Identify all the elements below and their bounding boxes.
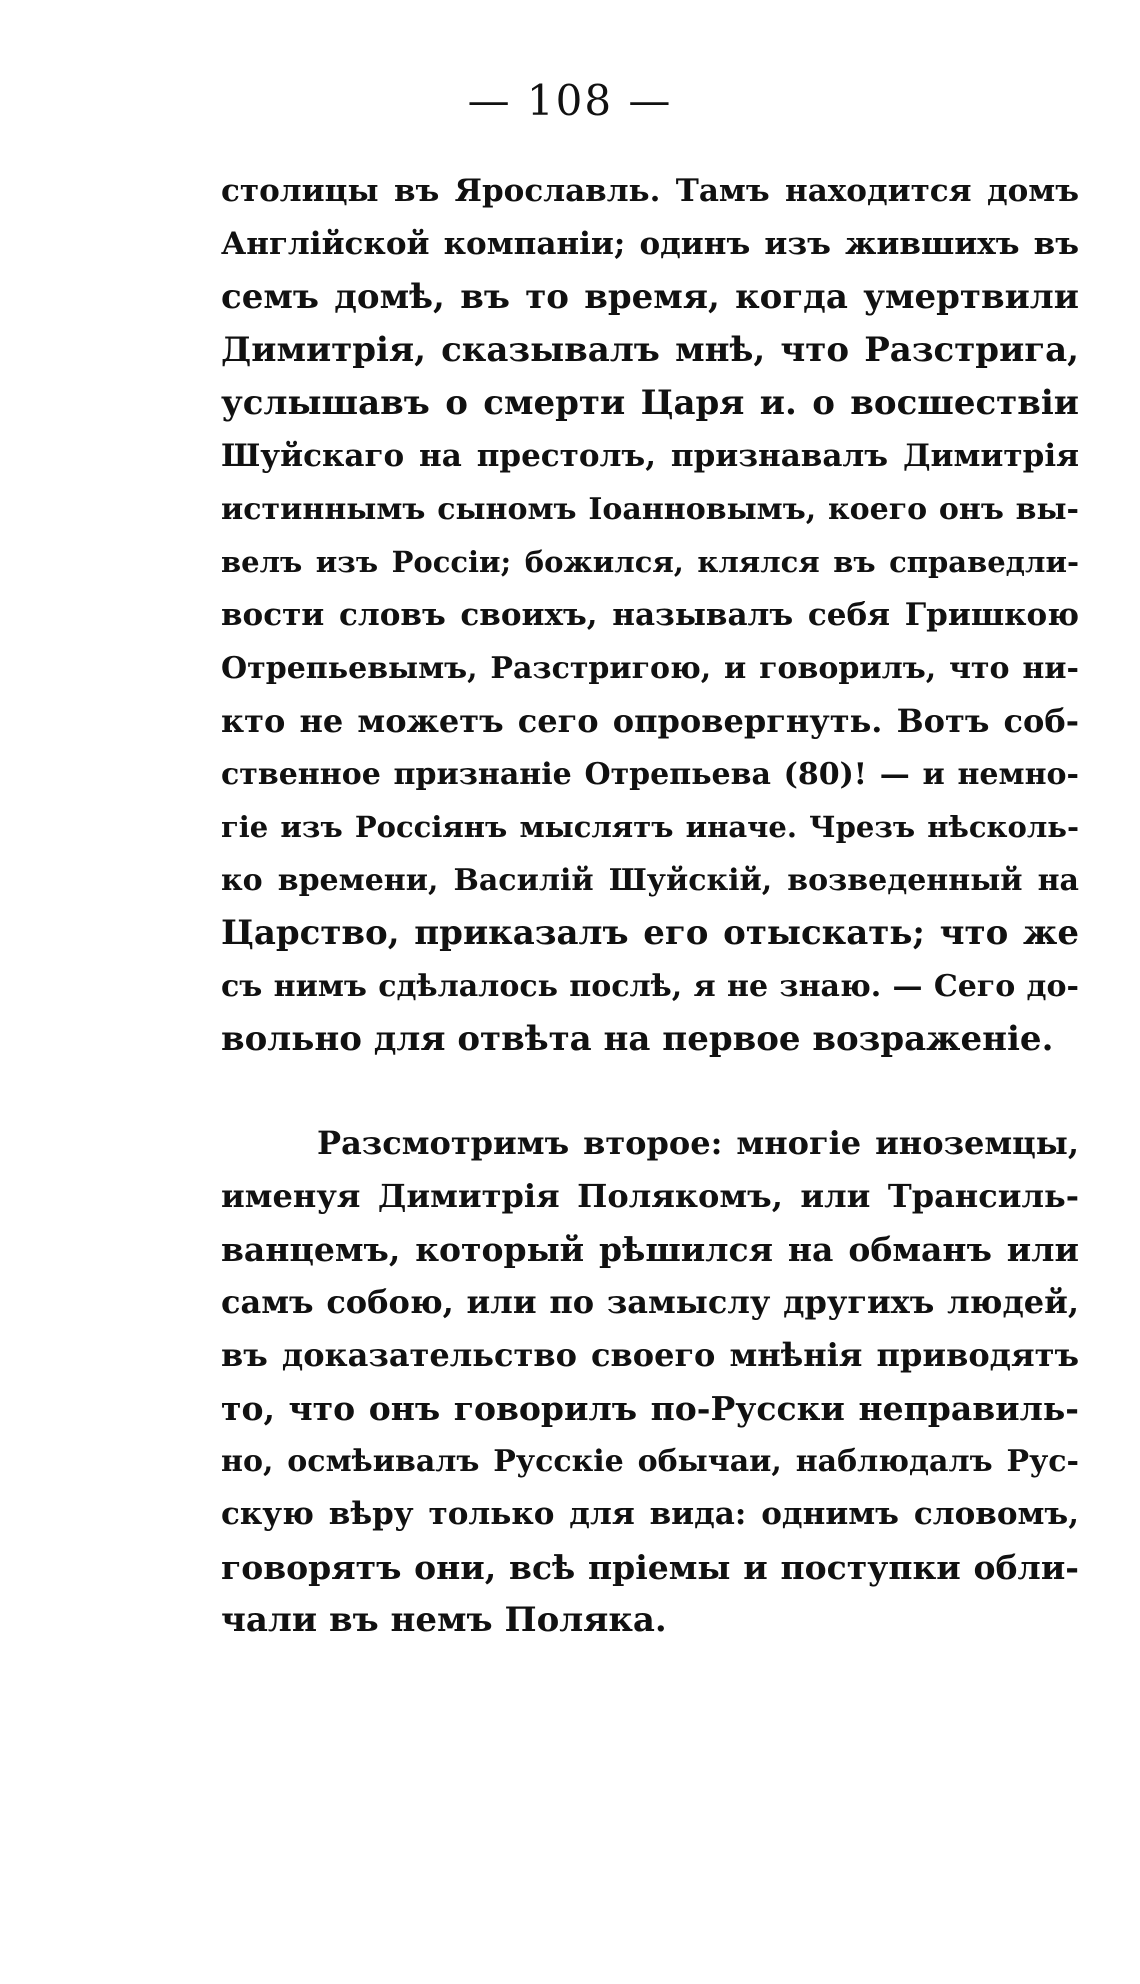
text-line: именуя Димитрія Полякомъ, или Трансиль- [221, 1177, 1079, 1215]
text-line: но, осмѣивалъ Русскіе обычаи, наблюдалъ Рус- [221, 1444, 1079, 1479]
text-line: услышавъ о смерти Царя и. о восшествіи [221, 383, 1079, 423]
page-number-header: — 108 — [467, 76, 673, 125]
text-line: велъ изъ Россіи; божился, клялся въ справедли- [221, 545, 1079, 579]
text-line: семъ домѣ, въ то время, когда умертвили [221, 277, 1079, 317]
text-line: чали въ немъ Поляка. [221, 1600, 667, 1640]
text-line: столицы въ Ярославль. Тамъ находится домъ [221, 173, 1079, 209]
text-line: самъ собою, или по замыслу другихъ людей, [221, 1283, 1079, 1321]
text-line: ванцемъ, который рѣшился на обманъ или [221, 1230, 1079, 1269]
text-line: съ нимъ сдѣлалось послѣ, я не знаю. — Сего до- [221, 969, 1079, 1004]
paragraph-2 [221, 1117, 1079, 1647]
text-line: Разсмотримъ второе: многіе иноземцы, [317, 1124, 1079, 1162]
text-line: кто не можетъ сего опровергнуть. Вотъ соб- [221, 702, 1079, 740]
text-line: вости словъ своихъ, называлъ себя Гришкою [221, 597, 1079, 633]
text-line: гіе изъ Россіянъ мыслятъ иначе. Чрезъ нѣсколь- [221, 810, 1079, 844]
text-line: говорятъ они, всѣ пріемы и поступки обли- [221, 1548, 1079, 1587]
text-line: въ доказательство своего мнѣнія приводятъ [221, 1336, 1079, 1374]
text-line: Отрепьевымъ, Разстригою, и говорилъ, что ни- [221, 651, 1079, 686]
paragraph-1 [221, 165, 1079, 1066]
text-line: Царство, приказалъ его отыскать; что же [221, 913, 1079, 953]
text-line: Англійской компаніи; одинъ изъ жившихъ въ [221, 226, 1079, 262]
text-line: то, что онъ говорилъ по-Русски неправиль- [221, 1389, 1079, 1428]
text-line: вольно для отвѣта на первое возраженіе. [221, 1019, 1054, 1059]
text-line: скую вѣру только для вида: однимъ словомъ, [221, 1496, 1079, 1532]
text-line: Димитрія, сказывалъ мнѣ, что Разстрига, [221, 330, 1079, 370]
text-line: ко времени, Василій Шуйскій, возведенный на [221, 863, 1079, 898]
text-line: ственное признаніе Отрепьева (80)! — и немно- [221, 757, 1079, 792]
text-line: Шуйскаго на престолъ, признавалъ Димитрія [221, 438, 1079, 474]
text-line: истиннымъ сыномъ Іоанновымъ, коего онъ вы- [221, 492, 1079, 527]
